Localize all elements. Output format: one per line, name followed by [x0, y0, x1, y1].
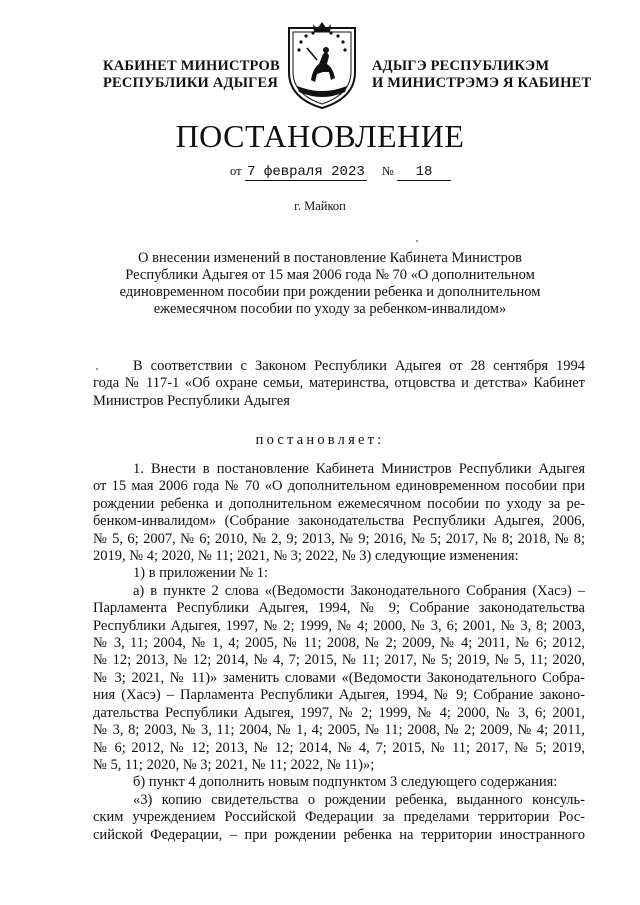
coat-of-arms-icon	[283, 20, 361, 110]
body-line: № 6; 2012, № 12; 2013, № 12; 2014, № 4, 7; 2015, № 11; 2017, № 5; 2019,	[93, 739, 585, 756]
body-line: ским учреждением Российской Федерации за пределами территории Рос-	[93, 809, 585, 826]
body-line: 2019, № 4; 2020, № 11; 2021, № 3; 2022, № 3) следующие изменения:	[93, 548, 519, 565]
body-line: ния (Хасэ) – Парламента Республики Адыгея, 1994, № 9; Собрание законо-	[93, 687, 585, 704]
body-line: 1) в приложении № 1:	[133, 565, 268, 582]
body-line: № 5, 6; 2007, № 6; 2010, № 2, 9; 2013, № 9; 2016, № 5; 2017, № 8; 2018, № 8;	[93, 530, 585, 547]
subject-line: О внесении изменений в постановление Кабинета Министров	[138, 250, 522, 266]
preamble-line: В соответствии с Законом Республики Адыгея от 28 сентября 1994	[133, 358, 585, 374]
resolves-word: постановляет:	[255, 432, 385, 448]
body-line: б) пункт 4 дополнить новым подпунктом 3 следующего содержания:	[133, 774, 558, 791]
subject-line: единовременном пособии при рождении ребенка и дополнительном	[119, 284, 541, 300]
preamble	[93, 358, 585, 410]
preamble-line: года № 117-1 «Об охране семьи, материнства, отцовства и детства» Кабинет	[93, 375, 585, 392]
resolution-body	[93, 461, 585, 844]
subject-line: ежемесячном пособии по уходу за ребенком-инвалидом»	[153, 301, 507, 317]
body-line: 1. Внести в постановление Кабинета Министров Республики Адыгея	[133, 461, 585, 477]
city: г. Майкоп	[294, 199, 346, 213]
body-line: а) в пункте 2 слова «(Ведомости Законодательного Собрания (Хасэ) –	[133, 582, 585, 599]
scan-speck	[416, 240, 418, 242]
body-line: дательства Республики Адыгея, 1997, № 2; 1999, № 4; 2000, № 3, 6; 2001,	[93, 704, 585, 721]
body-line: № 3, 8; 2003, № 3, 11; 2004, № 1, 4; 2005, № 11; 2008, № 2; 2009, № 4; 2011,	[93, 722, 585, 739]
preamble-line: Министров Республики Адыгея	[93, 392, 290, 409]
issuer-line: КАБИНЕТ МИНИСТРОВ	[103, 58, 280, 74]
document-title: ПОСТАНОВЛЕНИЕ	[175, 118, 465, 154]
body-line: № 3; 2021, № 11)» заменить словами «(Ведомости Законодательного Собра-	[93, 669, 585, 686]
body-line: от 15 мая 2006 года № 70 «О дополнительном единовременном пособии при	[93, 478, 585, 495]
body-line: № 3, 11; 2004, № 1, 4; 2005, № 11; 2008, № 2; 2009, № 4; 2011, № 6; 2012,	[93, 635, 585, 652]
body-line: № 12; 2013, № 12; 2014, № 4, 7; 2015, № 11; 2017, № 5; 2019, № 5, 11; 2020,	[93, 652, 585, 669]
dateline	[230, 163, 451, 181]
document-number: 18	[397, 164, 451, 181]
issuer-line: И МИНИСТРЭМЭ Я КАБИНЕТ	[372, 75, 592, 91]
issuer-line: РЕСПУБЛИКИ АДЫГЕЯ	[103, 75, 279, 91]
issuer-line: АДЫГЭ РЕСПУБЛИКЭМ	[372, 58, 550, 74]
document-date: 7 февраля 2023	[245, 164, 367, 181]
body-line: Парламента Республики Адыгея, 1994, № 9; Собрание законодательства	[93, 600, 585, 617]
issuer-name-russian	[103, 58, 280, 92]
body-line: сийской Федерации, – при рождении ребенка на территории иностранного	[93, 826, 585, 843]
date-prefix: от	[230, 164, 242, 178]
number-sign: №	[381, 164, 394, 178]
body-line: Республики Адыгея, 1997, № 2; 1999, № 4; 2000, № 3, 6; 2001, № 3, 8; 2003,	[93, 617, 585, 634]
body-line: рождении ребенка и дополнительном ежемесячном пособии по уходу за ре-	[93, 495, 585, 512]
body-line: «3) копию свидетельства о рождении ребенка, выданного консуль-	[133, 791, 585, 808]
body-line: бенком-инвалидом» (Собрание законодательства Республики Адыгея, 2006,	[93, 513, 585, 530]
body-line: № 5, 11; 2020, № 3; 2021, № 11; 2022, № 11)»;	[93, 756, 375, 773]
issuer-name-adyghe	[372, 58, 591, 92]
document-subject	[100, 250, 560, 318]
subject-line: Республики Адыгея от 15 мая 2006 года № 70 «О дополнительном	[125, 267, 535, 283]
